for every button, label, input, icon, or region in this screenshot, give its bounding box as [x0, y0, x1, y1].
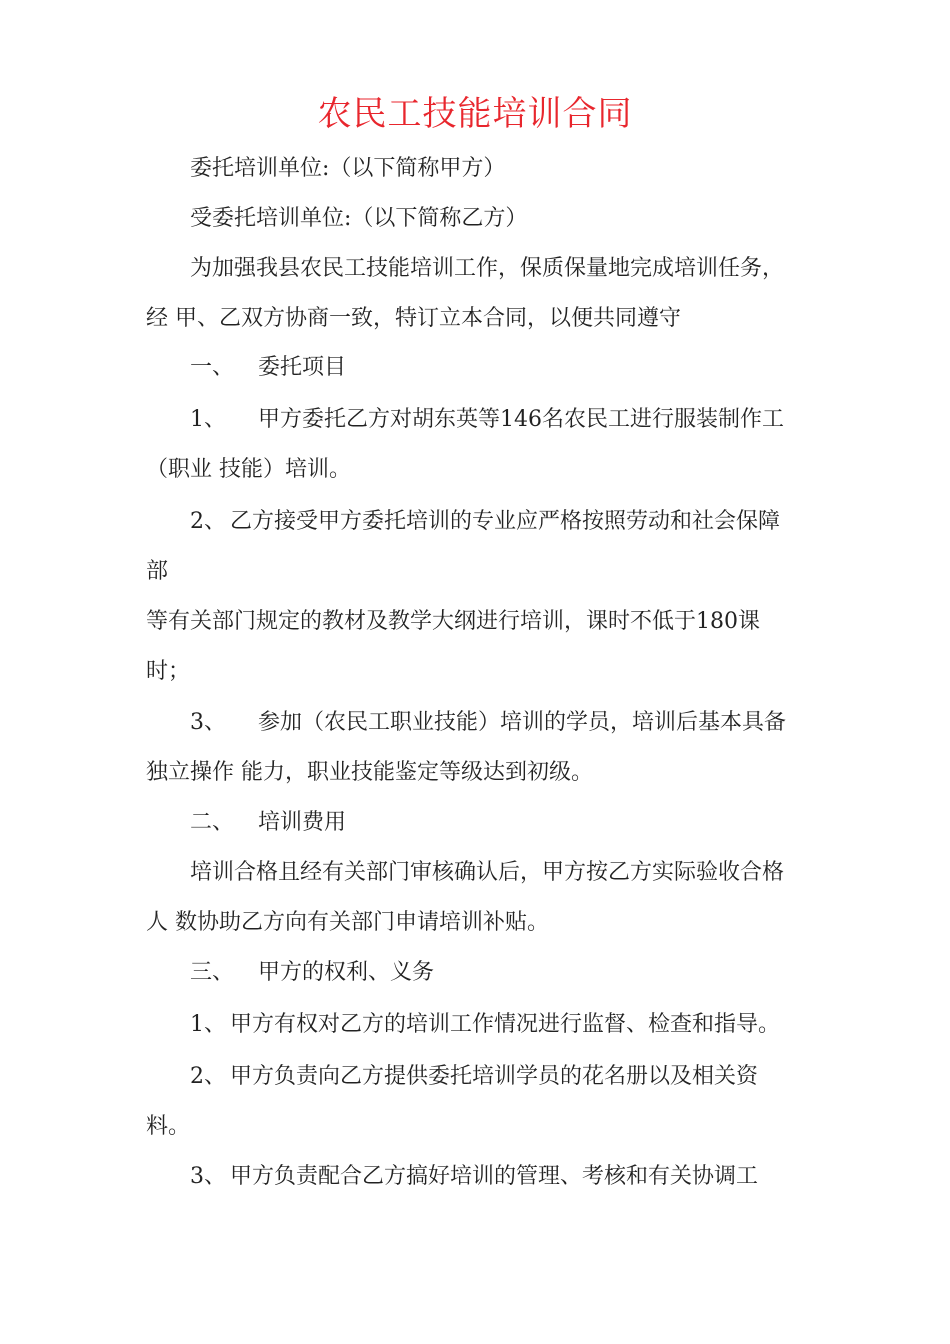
section-3-number: 三、 — [190, 960, 235, 985]
item-3-2-line-2: 料。 — [146, 1114, 191, 1139]
section-2-title: 培训费用 — [258, 810, 347, 835]
section-2-number: 二、 — [190, 810, 235, 835]
section-2-line-2: 人 数协助乙方向有关部门申请培训补贴。 — [146, 910, 549, 935]
item-3-3-line-1: 甲方负责配合乙方搞好培训的管理、考核和有关协调工 — [230, 1164, 759, 1189]
item-3-3-number: 3、 — [190, 1164, 226, 1189]
item-1-1-line-1: 甲方委托乙方对胡东英等146名农民工进行服装制作工 — [258, 407, 784, 432]
item-3-2-line-1: 甲方负责向乙方提供委托培训学员的花名册以及相关资 — [230, 1064, 759, 1089]
party-b-line: 受委托培训单位:（以下简称乙方） — [190, 206, 528, 231]
item-1-2-line-1: 乙方接受甲方委托培训的专业应严格按照劳动和社会保障 — [230, 509, 781, 534]
item-3-1-number: 1、 — [190, 1012, 226, 1037]
item-1-1-line-2: （职业 技能）培训。 — [146, 457, 351, 482]
section-3-title: 甲方的权利、义务 — [258, 960, 435, 985]
item-1-2-line-3: 等有关部门规定的教材及教学大纲进行培训，课时不低于180课 — [146, 609, 760, 634]
section-1-title: 委托项目 — [258, 355, 347, 380]
item-1-3-line-1: 参加（农民工职业技能）培训的学员，培训后基本具备 — [258, 710, 787, 735]
section-1-number: 一、 — [190, 355, 235, 380]
item-1-2-number: 2、 — [190, 509, 226, 534]
section-2-line-1: 培训合格且经有关部门审核确认后，甲方按乙方实际验收合格 — [190, 860, 785, 885]
item-1-3-number: 3、 — [190, 710, 226, 735]
party-a-line: 委托培训单位:（以下简称甲方） — [190, 156, 506, 181]
item-1-2-line-4: 时； — [146, 659, 191, 684]
intro-line-1: 为加强我县农民工技能培训工作，保质保量地完成培训任务， — [190, 256, 785, 281]
item-1-3-line-2: 独立操作 能力，职业技能鉴定等级达到初级。 — [146, 760, 593, 785]
item-1-2-line-2: 部 — [146, 559, 169, 584]
item-1-1-number: 1、 — [190, 407, 226, 432]
intro-line-2: 经 甲、乙双方协商一致，特订立本合同，以便共同遵守 — [146, 306, 681, 331]
item-3-2-number: 2、 — [190, 1064, 226, 1089]
item-3-1-line-1: 甲方有权对乙方的培训工作情况进行监督、检查和指导。 — [230, 1012, 781, 1037]
document-title: 农民工技能培训合同 — [317, 94, 633, 134]
